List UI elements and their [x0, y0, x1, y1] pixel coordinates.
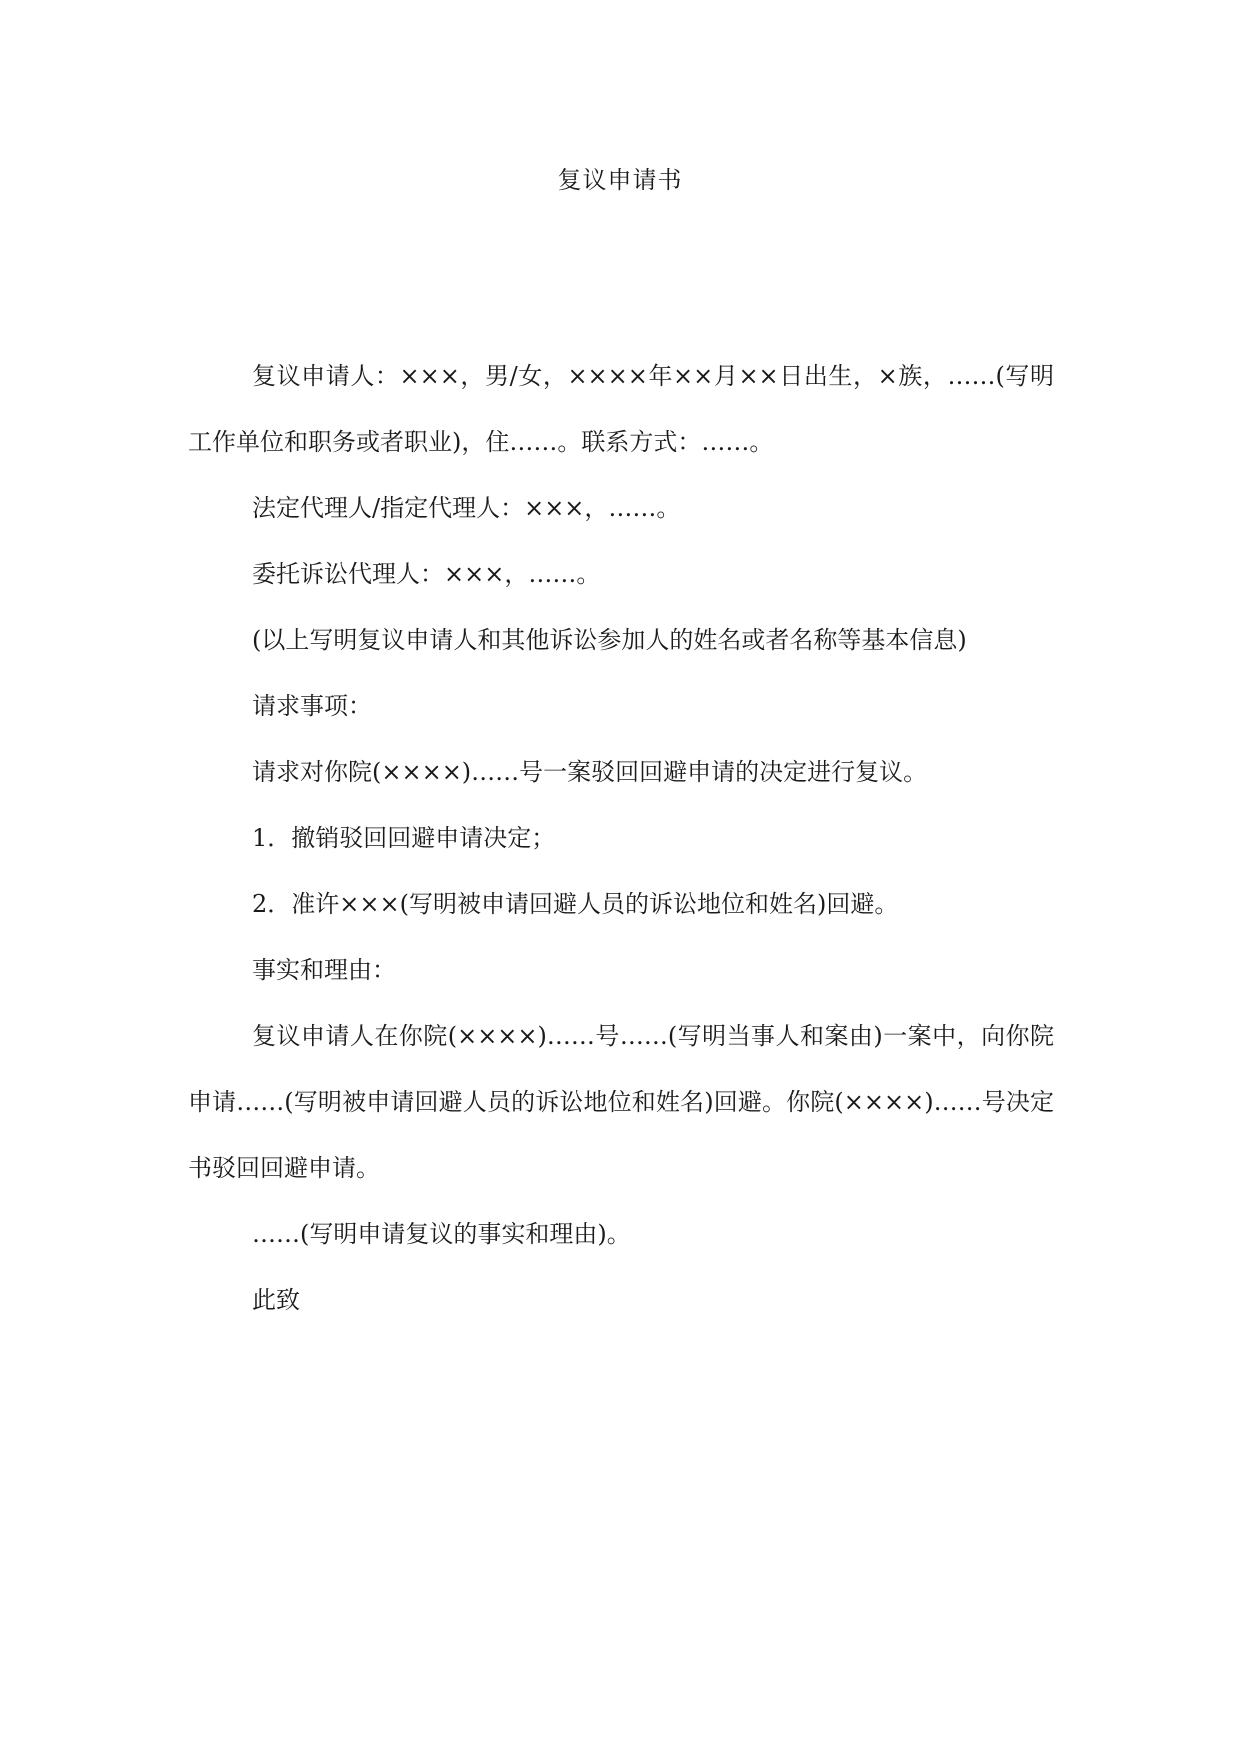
reasons-paragraph: ……(写明申请复议的事实和理由)。: [252, 1220, 631, 1248]
request-main-paragraph: 请求对你院(××××)……号一案驳回回避申请的决定进行复议。: [252, 758, 928, 786]
legal-agent-paragraph: 法定代理人/指定代理人：×××，……。: [252, 494, 681, 522]
request-item-2: 2．准许×××(写明被申请回避人员的诉讼地位和姓名)回避。: [252, 890, 899, 918]
facts-paragraph: 复议申请人在你院(××××)……号……(写明当事人和案由)一案中，向你院申请……(写明被申请回避人员的诉讼地位和姓名)回避。你院(××××)……号决定书驳回回避申请。: [188, 1022, 1054, 1182]
request-item-1: 1．撤销驳回回避申请决定；: [252, 824, 556, 852]
document-body: [188, 343, 1054, 1333]
entrusted-agent-paragraph: 委托诉讼代理人：×××，……。: [252, 560, 601, 588]
closing-salutation: 此致: [252, 1286, 300, 1314]
requests-heading: 请求事项：: [252, 692, 372, 720]
applicant-paragraph: 复议申请人：×××，男/女，××××年××月××日出生，×族，……(写明工作单位和职务或者职业)，住……。联系方式：……。: [188, 362, 1054, 456]
document-title: 复议申请书: [557, 166, 683, 194]
facts-heading: 事实和理由：: [252, 956, 396, 984]
info-note-paragraph: (以上写明复议申请人和其他诉讼参加人的姓名或者名称等基本信息): [252, 626, 967, 654]
